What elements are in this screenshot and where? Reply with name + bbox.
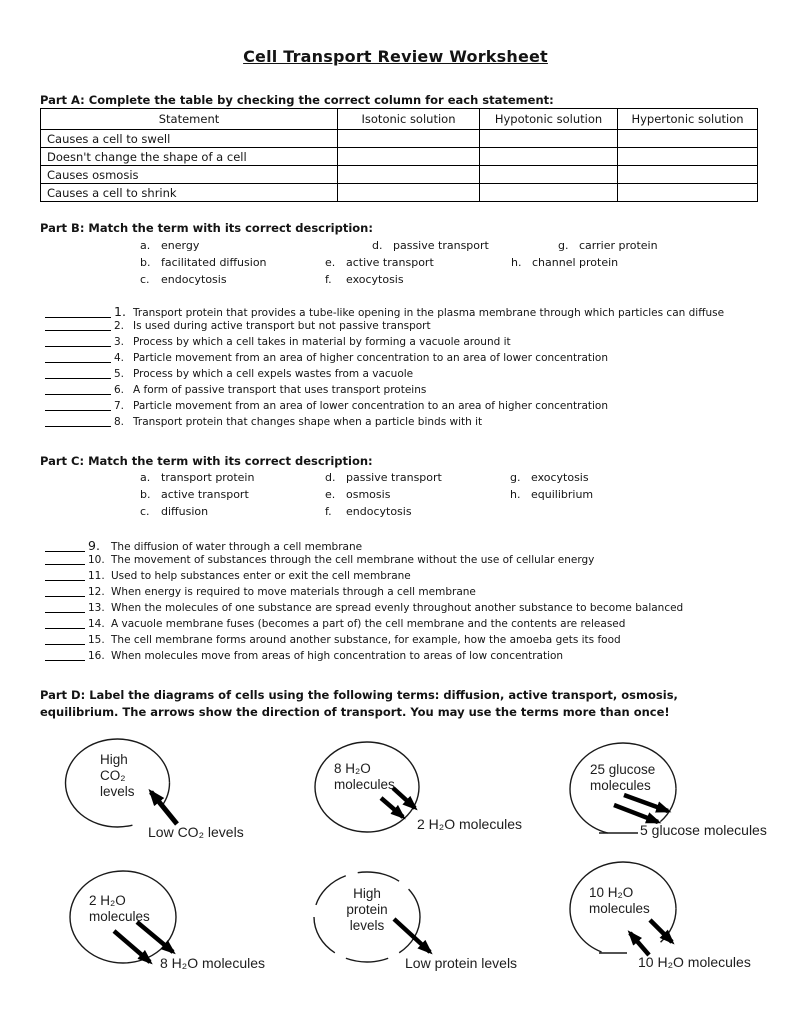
question-text: Process by which a cell takes in material by forming a vacuole around it: [133, 336, 511, 348]
cell-1-inside-label: [100, 752, 135, 800]
term-text: equilibrium: [531, 488, 594, 501]
statement-cell: Doesn't change the shape of a cell: [41, 148, 338, 166]
term-text: energy: [161, 239, 200, 252]
cell-6-inside-label: [589, 885, 650, 917]
question-text: Particle movement from an area of lower concentration to an area of higher concentration: [133, 400, 609, 412]
part-c-heading: Part C: Match the term with its correct description:: [40, 454, 373, 468]
question-number: 9.: [88, 538, 100, 553]
label-line: 25 glucose: [590, 762, 656, 777]
arrow-out-cell-2-a: [393, 788, 415, 808]
label-line: CO₂: [100, 768, 126, 783]
term-text: exocytosis: [531, 471, 589, 484]
term-text: osmosis: [346, 488, 391, 501]
term-letter: g.: [558, 239, 569, 252]
part-a-heading: Part A: Complete the table by checking the correct column for each statement:: [40, 93, 554, 107]
term-text: endocytosis: [161, 273, 227, 286]
part-d-heading-line1: Part D: Label the diagrams of cells using the following terms: diffusion, active transport, osmosis,: [40, 688, 678, 702]
term-letter: e.: [325, 256, 336, 269]
question-number: 6.: [114, 384, 125, 396]
term-letter: e.: [325, 488, 336, 501]
term-text: passive transport: [346, 471, 442, 484]
question-text: A form of passive transport that uses transport proteins: [133, 384, 427, 396]
question-number: 1.: [114, 304, 126, 319]
label-line: protein: [346, 902, 388, 917]
part-d-heading-line2: equilibrium. The arrows show the direction of transport. You may use the terms more than once!: [40, 705, 670, 719]
col-header-hypotonic: Hypotonic solution: [480, 109, 618, 130]
question-text: When energy is required to move materials through a cell membrane: [111, 586, 476, 598]
page-title: Cell Transport Review Worksheet: [243, 47, 548, 66]
question-text: A vacuole membrane fuses (becomes a part of) the cell membrane and the contents are released: [111, 618, 626, 630]
question-text: Transport protein that changes shape when a particle binds with it: [133, 416, 483, 428]
term-text: facilitated diffusion: [161, 256, 267, 269]
question-text: Used to help substances enter or exit the cell membrane: [111, 570, 411, 582]
label-line: 10 H₂O: [589, 885, 634, 900]
arrow-out-cell-5: [394, 919, 430, 952]
question-number: 8.: [114, 416, 125, 428]
question-text: Is used during active transport but not passive transport: [133, 320, 431, 332]
cell-4-outside-label: 8 H₂O molecules: [160, 955, 266, 971]
question-number: 7.: [114, 400, 125, 412]
label-line: 8 H₂O: [334, 761, 371, 776]
term-letter: b.: [140, 488, 151, 501]
cell-3-inside-label: [590, 762, 655, 794]
cell-4-inside-label: [89, 893, 150, 925]
arrow-out-cell-3-b: [614, 805, 658, 822]
label-line: levels: [100, 784, 135, 799]
arrow-into-cell-1: [151, 792, 177, 824]
label-line: molecules: [89, 909, 150, 924]
statement-cell: Causes a cell to shrink: [41, 184, 338, 202]
cell-3-outside-label: 5 glucose molecules: [640, 822, 767, 838]
cell-6-outside-label: 10 H₂O molecules: [638, 954, 751, 970]
label-line: 2 H₂O: [89, 893, 126, 908]
cell-2-inside-label: [334, 761, 395, 793]
question-text: Particle movement from an area of higher concentration to an area of lower concentration: [133, 352, 609, 364]
term-letter: a.: [140, 471, 151, 484]
col-header-hypertonic: Hypertonic solution: [618, 109, 758, 130]
question-text: Process by which a cell expels wastes from a vacuole: [133, 368, 414, 380]
arrow-out-cell-3-a: [624, 795, 668, 811]
label-line: molecules: [334, 777, 395, 792]
question-text: The movement of substances through the cell membrane without the use of cellular energy: [111, 554, 595, 566]
term-letter: d.: [372, 239, 383, 252]
question-text: The cell membrane forms around another substance, for example, how the amoeba gets its food: [111, 634, 621, 646]
question-number: 2.: [114, 320, 125, 332]
term-letter: b.: [140, 256, 151, 269]
cell-2-outside-label: 2 H₂O molecules: [417, 816, 523, 832]
question-text: The diffusion of water through a cell membrane: [111, 541, 363, 553]
term-text: active transport: [161, 488, 249, 501]
question-number: 13.: [88, 602, 105, 614]
term-letter: c.: [140, 505, 150, 518]
cell-5-outside-label: Low protein levels: [405, 955, 518, 971]
question-text: When the molecules of one substance are spread evenly throughout another substance to become balanced: [111, 602, 684, 614]
term-text: carrier protein: [579, 239, 658, 252]
question-number: 4.: [114, 352, 125, 364]
term-text: diffusion: [161, 505, 209, 518]
arrow-out-cell-4-b: [114, 931, 150, 962]
term-letter: f.: [325, 505, 332, 518]
col-header-statement: Statement: [41, 109, 338, 130]
term-text: transport protein: [161, 471, 255, 484]
cell-5-inside-label: [335, 886, 399, 934]
term-letter: g.: [510, 471, 521, 484]
arrow-out-cell-4-a: [137, 922, 173, 952]
term-letter: h.: [511, 256, 522, 269]
arrow-into-cell-6: [630, 933, 649, 955]
question-text: When molecules move from areas of high concentration to areas of low concentration: [111, 650, 564, 662]
question-number: 12.: [88, 586, 105, 598]
question-number: 15.: [88, 634, 105, 646]
question-number: 3.: [114, 336, 125, 348]
label-line: High: [100, 752, 128, 767]
label-line: molecules: [590, 778, 651, 793]
col-header-isotonic: Isotonic solution: [338, 109, 480, 130]
question-number: 10.: [88, 554, 105, 566]
term-text: channel protein: [532, 256, 619, 269]
question-number: 11.: [88, 570, 105, 582]
question-number: 14.: [88, 618, 105, 630]
term-letter: a.: [140, 239, 151, 252]
term-letter: d.: [325, 471, 336, 484]
label-line: levels: [349, 918, 385, 933]
term-letter: h.: [510, 488, 521, 501]
statement-cell: Causes osmosis: [41, 166, 338, 184]
term-letter: c.: [140, 273, 150, 286]
cell-1-outside-label: Low CO₂ levels: [148, 824, 244, 840]
arrow-out-cell-2-b: [381, 798, 403, 817]
statement-cell: Causes a cell to swell: [41, 130, 338, 148]
term-letter: f.: [325, 273, 332, 286]
question-text: Transport protein that provides a tube-like opening in the plasma membrane through which particles can diffuse: [133, 307, 725, 319]
term-text: passive transport: [393, 239, 489, 252]
part-b-heading: Part B: Match the term with its correct description:: [40, 221, 373, 235]
question-number: 16.: [88, 650, 105, 662]
question-number: 5.: [114, 368, 125, 380]
label-line: High: [353, 886, 381, 901]
term-text: endocytosis: [346, 505, 412, 518]
term-text: exocytosis: [346, 273, 404, 286]
label-line: molecules: [589, 901, 650, 916]
term-text: active transport: [346, 256, 434, 269]
arrow-out-cell-6: [650, 920, 672, 942]
